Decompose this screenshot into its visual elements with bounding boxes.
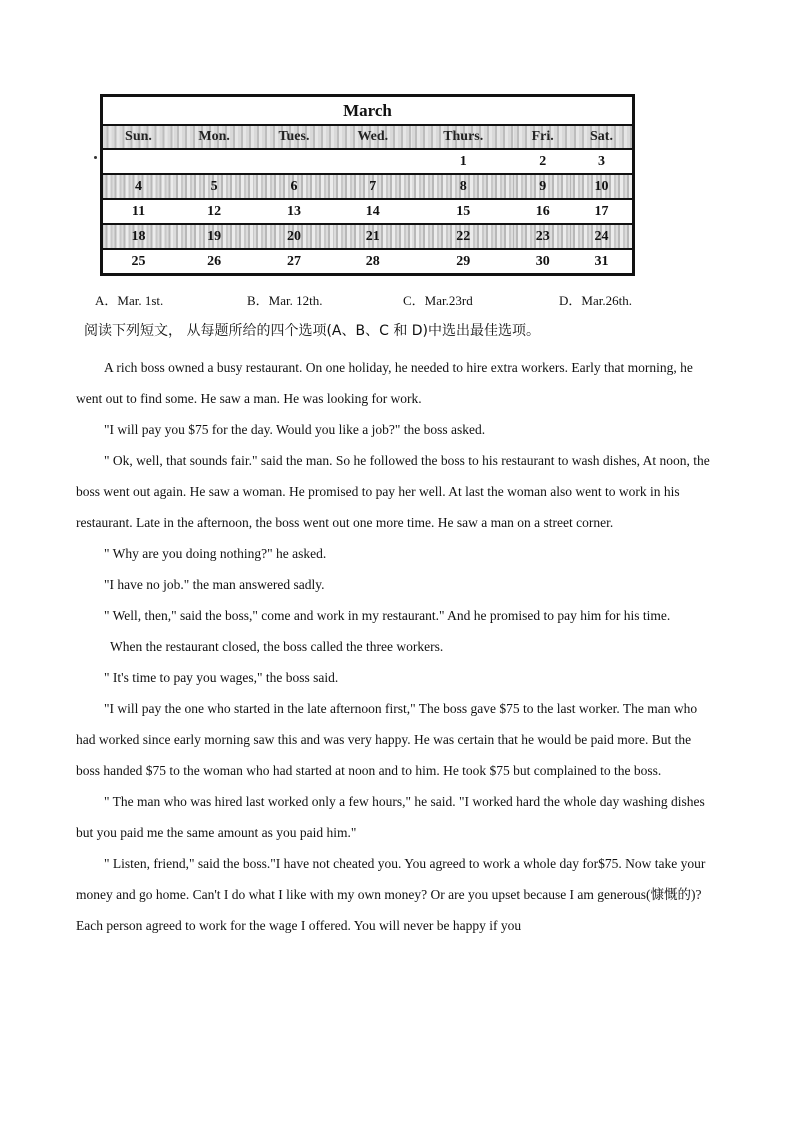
calendar-day: 10 [571,174,634,199]
calendar-day: 5 [174,174,254,199]
passage-paragraph: " It's time to pay you wages," the boss said. [104,670,339,685]
passage-paragraph: A rich boss owned a busy restaurant. On one holiday, he needed to hire extra workers. Early that morning, he went out to find some. He saw a man. He was looking for work. [76,360,693,406]
calendar-day: 8 [412,174,514,199]
option-a: A．Mar. 1st. [95,293,164,308]
calendar-week [102,224,634,249]
calendar-day: 15 [412,199,514,224]
passage-paragraph: " Well, then," said the boss," come and work in my restaurant." And he promised to pay him for his time. [104,608,671,623]
reading-directions: 阅读下列短文， 从每题所给的四个选项(A、B、C 和 D)中选出最佳选项。 [84,323,541,339]
calendar-day: 26 [174,249,254,275]
calendar-day: 12 [174,199,254,224]
passage-paragraph: " Why are you doing nothing?" he asked. [104,546,327,561]
calendar-week [102,249,634,275]
calendar-day: 27 [254,249,333,275]
calendar-week [102,149,634,174]
calendar-day: 22 [412,224,514,249]
answer-options [95,290,715,310]
calendar-day: 13 [254,199,333,224]
calendar [100,94,635,271]
passage-paragraph: "I will pay you $75 for the day. Would you like a job?" the boss asked. [104,422,486,437]
passage-paragraph: "I have no job." the man answered sadly. [104,577,325,592]
calendar-day: 28 [334,249,412,275]
calendar-day: 18 [102,224,174,249]
calendar-day: 6 [254,174,333,199]
calendar-day: 3 [571,149,634,174]
passage-paragraph: When the restaurant closed, the boss called the three workers. [110,639,444,654]
calendar-day: 29 [412,249,514,275]
calendar-day: 17 [571,199,634,224]
calendar-day: 11 [102,199,174,224]
day-header: Mon. [174,125,254,149]
calendar-day [174,149,254,174]
day-header: Tues. [254,125,333,149]
calendar-day [334,149,412,174]
calendar-week [102,199,634,224]
calendar-day: 25 [102,249,174,275]
calendar-day: 4 [102,174,174,199]
calendar-day: 19 [174,224,254,249]
calendar-day: 16 [514,199,571,224]
day-header: Sun. [102,125,174,149]
calendar-day: 1 [412,149,514,174]
calendar-day: 9 [514,174,571,199]
calendar-day: 14 [334,199,412,224]
calendar-day [254,149,333,174]
option-b: B．Mar. 12th. [247,293,323,308]
calendar-day: 30 [514,249,571,275]
passage-paragraph: " Listen, friend," said the boss."I have not cheated you. You agreed to work a whole day for$75. Now take your money and go home. Can't I do what I like with my own money? Or are you upset because I am generous(慷慨的)? Each person agreed to work for the wage I offered. You will never be happy if you [76,856,706,933]
day-header: Thurs. [412,125,514,149]
option-c: C．Mar.23rd [403,293,473,308]
calendar-day: 24 [571,224,634,249]
calendar-day: 20 [254,224,333,249]
passage-paragraph: " The man who was hired last worked only a few hours," he said. "I worked hard the whole day washing dishes but you paid me the same amount as you paid him." [76,794,705,840]
calendar-day: 31 [571,249,634,275]
option-d: D．Mar.26th. [559,293,632,308]
calendar-day [102,149,174,174]
calendar-day: 23 [514,224,571,249]
calendar-day-headers [102,125,634,149]
reading-passage [76,352,718,941]
passage-paragraph: "I will pay the one who started in the late afternoon first," The boss gave $75 to the last worker. The man who had worked since early morning saw this and was very happy. He was certain that he would be paid more. But the boss handed $75 to the woman who had started at noon and to him. He took $75 but complained to the boss. [76,701,698,778]
calendar-day: 21 [334,224,412,249]
day-header: Sat. [571,125,634,149]
stray-dot [94,156,97,159]
day-header: Fri. [514,125,571,149]
calendar-table [100,94,635,276]
calendar-week [102,174,634,199]
calendar-day: 7 [334,174,412,199]
calendar-day: 2 [514,149,571,174]
day-header: Wed. [334,125,412,149]
passage-paragraph: " Ok, well, that sounds fair." said the man. So he followed the boss to his restaurant to wash dishes, At noon, the boss went out again. He saw a woman. He promised to pay her well. At last the woman also went to work in his restaurant. Late in the afternoon, the boss went out one more time. He saw a man on a street corner. [76,453,710,530]
calendar-month: March [343,100,392,120]
